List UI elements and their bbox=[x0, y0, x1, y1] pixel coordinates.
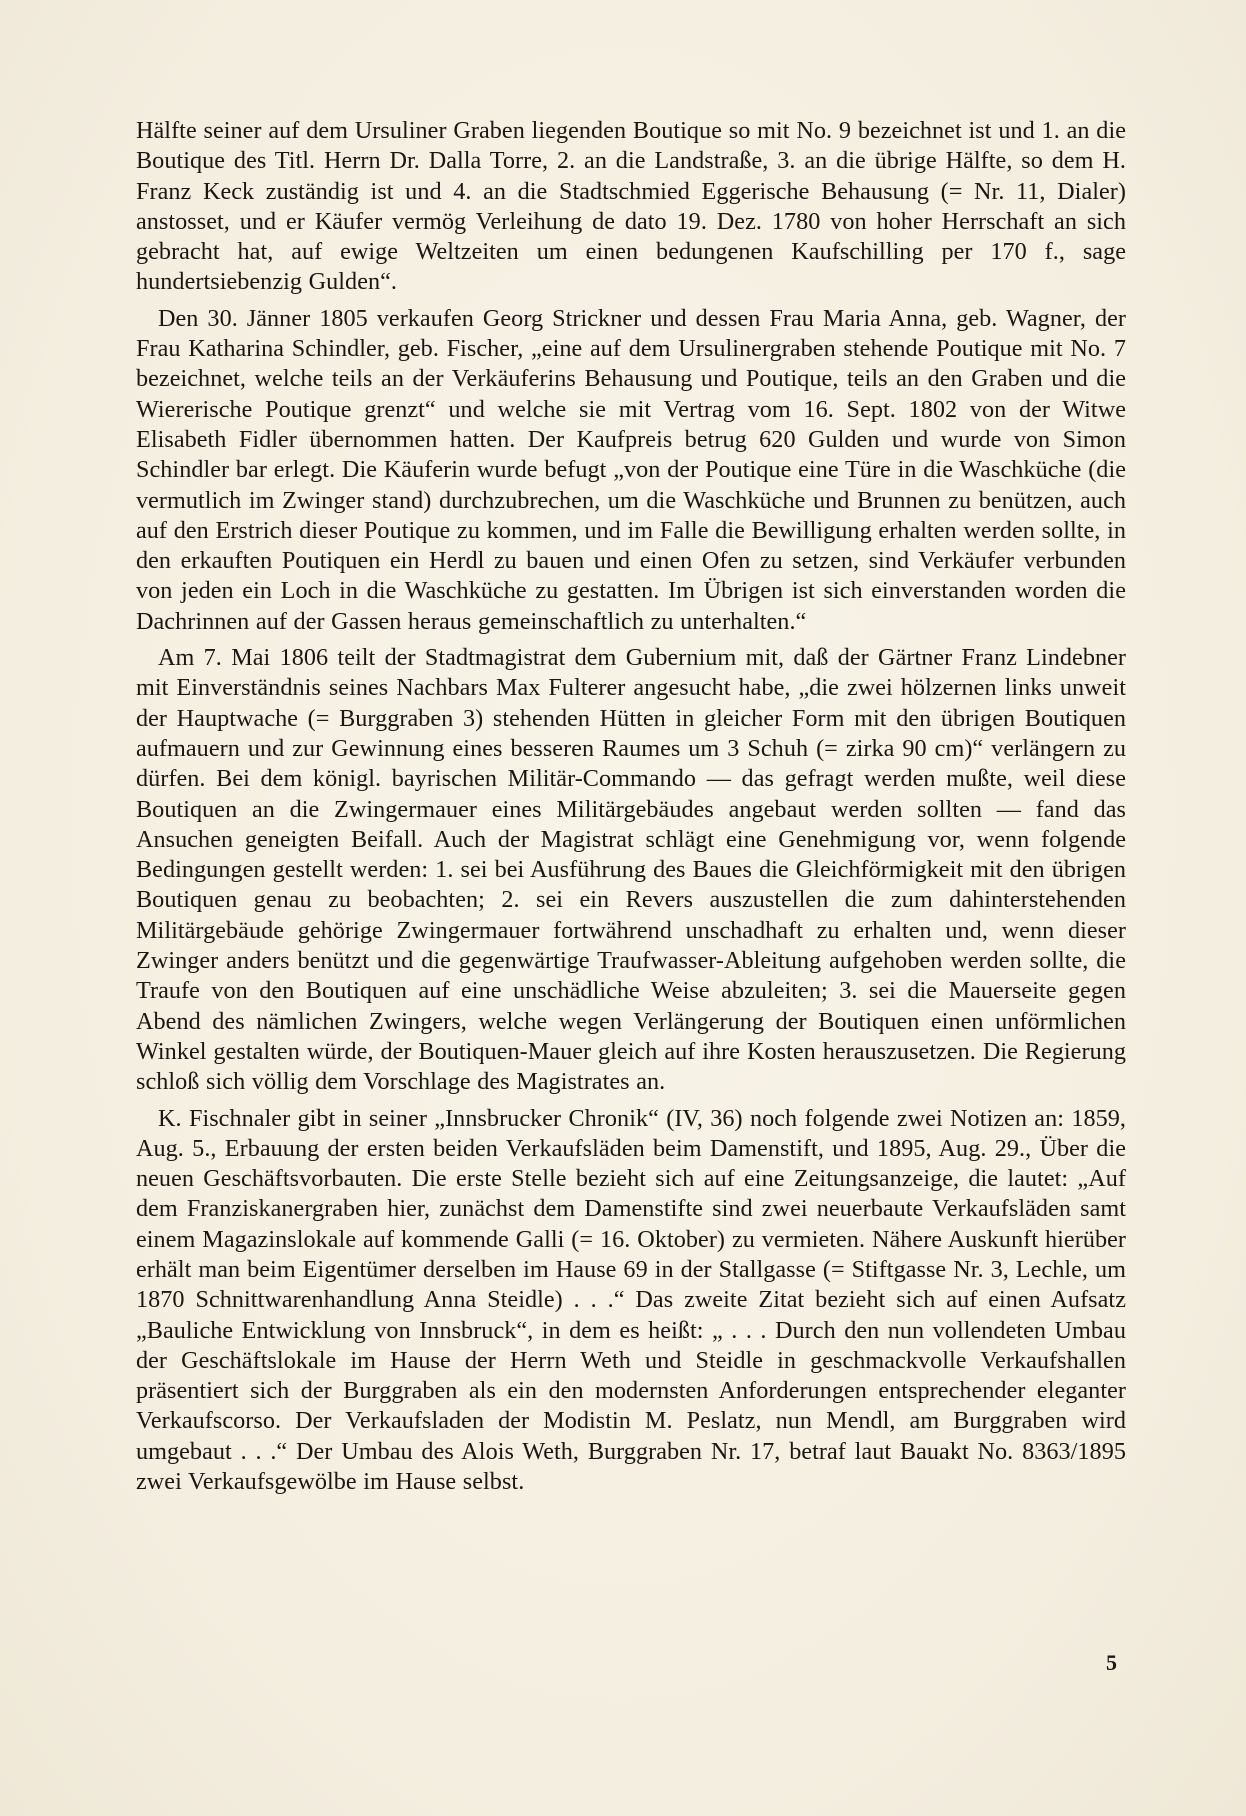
page-number: 5 bbox=[1106, 1650, 1117, 1675]
paragraph-3: Am 7. Mai 1806 teilt der Stadtmagistrat dem Gubernium mit, daß der Gärtner Franz Lindebner mit Einverständnis seines Nachbars Max Fulterer angesucht habe, „die zwei hölzernen links unweit der Hauptwache (= Burggraben 3) stehenden Hütten in gleicher Form mit den übrigen Boutiquen aufmauern und zur Gewinnung eines besseren Raumes um 3 Schuh (= zirka 90 cm)“ verlängern zu dürfen. Bei dem königl. bayrischen Militär-Commando — das gefragt werden mußte, weil diese Boutiquen an die Zwingermauer eines Militärgebäudes angebaut werden sollten — fand das Ansuchen geneigten Beifall. Auch der Magistrat schlägt eine Genehmigung vor, wenn folgende Bedingungen gestellt werden: 1. sei bei Ausführung des Baues die Gleichförmigkeit mit den übrigen Boutiquen genau zu beobachten; 2. sei ein Revers auszustellen die zum dahinterstehenden Militärgebäude gehörige Zwingermauer fortwährend unschadhaft zu erhalten und, wenn dieser Zwinger anders benützt und die gegenwärtige Traufwasser-Ableitung aufgehoben werden sollte, die Traufe von den Boutiquen auf eine unschädliche Weise abzuleiten; 3. sei die Mauerseite gegen Abend des nämlichen Zwingers, welche wegen Verlängerung der Boutiquen einen unförmlichen Winkel gestalten würde, der Boutiquen-Mauer gleich auf ihre Kosten herauszusetzen. Die Regierung schloß sich völlig dem Vorschlage des Magistrates an. bbox=[136, 644, 1126, 1096]
paragraph-4: K. Fischnaler gibt in seiner „Innsbrucker Chronik“ (IV, 36) noch folgende zwei Notizen an: 1859, Aug. 5., Erbauung der ersten beiden Verkaufsläden beim Damenstift, und 1895, Aug. 29., Über die neuen Geschäftsvorbauten. Die erste Stelle bezieht sich auf eine Zeitungsanzeige, die lautet: „Auf dem Franziskanergraben hier, zunächst dem Damenstifte sind zwei neuerbaute Verkaufsläden samt einem Magazinslokale auf kommende Galli (= 16. Oktober) zu vermieten. Nähere Auskunft hierüber erhält man beim Eigentümer derselben im Hause 69 in der Stallgasse (= Stiftgasse Nr. 3, Lechle, um 1870 Schnittwarenhandlung Anna Steidle) . . .“ Das zweite Zitat bezieht sich auf einen Aufsatz „Bauliche Entwicklung von Innsbruck“, in dem es heißt: „ . . . Durch den nun vollendeten Umbau der Geschäftslokale im Hause der Herrn Weth und Steidle in geschmackvolle Verkaufshallen präsentiert sich der Burggraben als ein den modernsten Anforderungen entsprechender eleganter Verkaufscorso. Der Verkaufsladen der Modistin M. Peslatz, nun Mendl, am Burggraben wird umgebaut . . .“ Der Umbau des Alois Weth, Burggraben Nr. 17, betraf laut Bauakt No. 8363/1895 zwei Verkaufsgewölbe im Hause selbst. bbox=[136, 1104, 1126, 1496]
paragraph-1: Hälfte seiner auf dem Ursuliner Graben liegenden Boutique so mit No. 9 bezeichnet ist und 1. an die Boutique des Titl. Herrn Dr. Dalla Torre, 2. an die Landstraße, 3. an die übrige Hälfte, so dem H. Franz Keck zuständig ist und 4. an die Stadtschmied Eggerische Behausung (= Nr. 11, Dialer) anstosset, und er Käufer vermög Verleihung de dato 19. Dez. 1780 von hoher Herrschaft an sich gebracht hat, auf ewige Weltzeiten um einen bedungenen Kaufschilling per 170 f., sage hundertsiebenzig Gulden“. bbox=[136, 117, 1126, 296]
body-text bbox=[136, 116, 1126, 1503]
paragraph-2: Den 30. Jänner 1805 verkaufen Georg Strickner und dessen Frau Maria Anna, geb. Wagner, der Frau Katharina Schindler, geb. Fischer, „eine auf dem Ursulinergraben stehende Poutique mit No. 7 bezeichnet, welche teils an der Verkäuferins Behausung und Poutique, teils an den Graben und die Wiererische Poutique grenzt“ und welche sie mit Vertrag vom 16. Sept. 1802 von der Witwe Elisabeth Fidler übernommen hatten. Der Kaufpreis betrug 620 Gulden und wurde von Simon Schindler bar erlegt. Die Käuferin wurde befugt „von der Poutique eine Türe in die Waschküche (die vermutlich im Zwinger stand) durchzubrechen, um die Waschküche und Brunnen zu benützen, auch auf den Erstrich dieser Poutique zu kommen, und im Falle die Bewilligung erhalten werden sollte, in den erkauften Poutiquen ein Herdl zu bauen und einen Ofen zu setzen, sind Verkäufer verbunden von jeden ein Loch in die Waschküche zu gestatten. Im Übrigen ist sich einverstanden worden die Dachrinnen auf der Gassen heraus gemeinschaftlich zu unterhalten.“ bbox=[136, 304, 1126, 635]
